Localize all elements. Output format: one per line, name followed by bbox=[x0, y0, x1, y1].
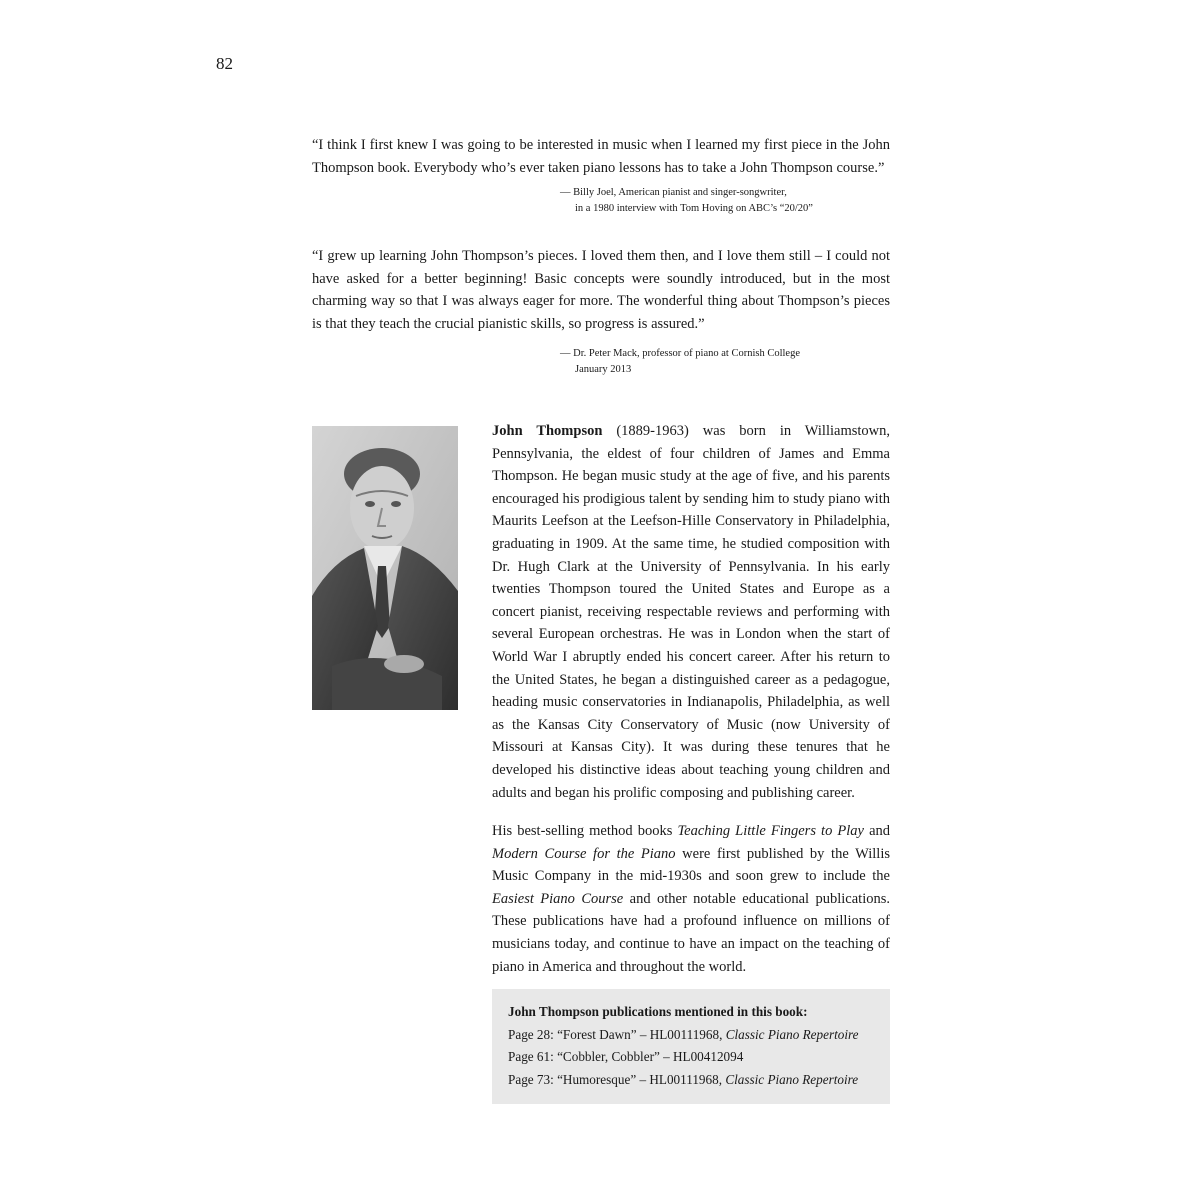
biography bbox=[492, 420, 890, 994]
attribution-line: — Billy Joel, American pianist and singer-songwriter, bbox=[560, 187, 787, 198]
bio-paragraph-2 bbox=[492, 820, 890, 978]
bio-text: His best-selling method books bbox=[492, 823, 678, 840]
publication-item bbox=[508, 1046, 874, 1069]
publication-text: Page 61: “Cobbler, Cobbler” – HL00412094 bbox=[508, 1049, 744, 1065]
book-title: Modern Course for the Piano bbox=[492, 845, 676, 862]
publications-title: John Thompson publications mentioned in this book: bbox=[508, 1004, 808, 1019]
publication-text: Page 73: “Humoresque” – HL00111968, bbox=[508, 1071, 726, 1087]
attribution-line: — Dr. Peter Mack, professor of piano at Cornish College bbox=[560, 348, 800, 359]
bio-text: and bbox=[863, 823, 890, 840]
publications-box bbox=[492, 989, 890, 1104]
attribution-billy-joel bbox=[560, 185, 813, 217]
quote-peter-mack: “I grew up learning John Thompson’s pieces. I loved them then, and I love them still – I could not have asked for a better beginning! Basic concepts were soundly introduced, but in the most charming way so that I was always eager for more. The wonderful thing about Thompson’s pieces is that they teach the crucial pianistic skills, so progress is assured.” bbox=[312, 248, 890, 333]
publication-book: Classic Piano Repertoire bbox=[725, 1026, 859, 1042]
bio-text: were first published by the Willis Music Company in the mid-1930s and soon grew to include the bbox=[492, 845, 890, 885]
attribution-line: in a 1980 interview with Tom Hoving on ABC’s “20/20” bbox=[575, 203, 813, 214]
book-title: Easiest Piano Course bbox=[492, 890, 624, 907]
bio-text: (1889-1963) was born in Williamstown, Pennsylvania, the eldest of four children of James and Emma Thompson. He began music study at the age of five, and his parents encouraged his prodigious talent by sending him to study piano with Maurits Leefson at the Leefson-Hille Conservatory in Philadelphia, graduating in 1909. At the same time, he studied composition with Dr. Hugh Clark at the University of Pennsylvania. In his early twenties Thompson toured the United States and Europe as a concert pianist, receiving respectable reviews and performing with several European orchestras. He was in London when the start of World War I abruptly ended his concert career. After his return to the United States, he began a distinguished career as a pedagogue, heading music conservatories in Indianapolis, Philadelphia, as well as the Kansas City Conservatory of Music (now University of Missouri at Kansas City). It was during these tenures that he developed his distinctive ideas about teaching young children and adults and began his prolific composing and publishing career. bbox=[492, 423, 890, 801]
publication-book: Classic Piano Repertoire bbox=[725, 1071, 859, 1087]
bio-paragraph-1 bbox=[492, 420, 890, 804]
quote-billy-joel: “I think I first knew I was going to be interested in music when I learned my first piece in the John Thompson book. Everybody who’s ever taken piano lessons has to take a John Thompson course.” bbox=[312, 137, 890, 176]
publication-item bbox=[508, 1069, 874, 1092]
publication-item bbox=[508, 1024, 874, 1047]
bio-text: and other notable educational publications. These publications have had a profound influence on millions of musicians today, and continue to have an impact on the teaching of piano in America and throughout the world. bbox=[492, 890, 890, 975]
page-number: 82 bbox=[216, 54, 233, 73]
bio-name: John Thompson bbox=[492, 423, 603, 439]
attribution-line: January 2013 bbox=[575, 364, 632, 375]
portrait-photo bbox=[312, 426, 458, 710]
attribution-peter-mack bbox=[560, 346, 800, 378]
portrait-illustration bbox=[312, 426, 458, 710]
book-title: Teaching Little Fingers to Play bbox=[677, 823, 864, 840]
publication-text: Page 28: “Forest Dawn” – HL00111968, bbox=[508, 1026, 726, 1042]
